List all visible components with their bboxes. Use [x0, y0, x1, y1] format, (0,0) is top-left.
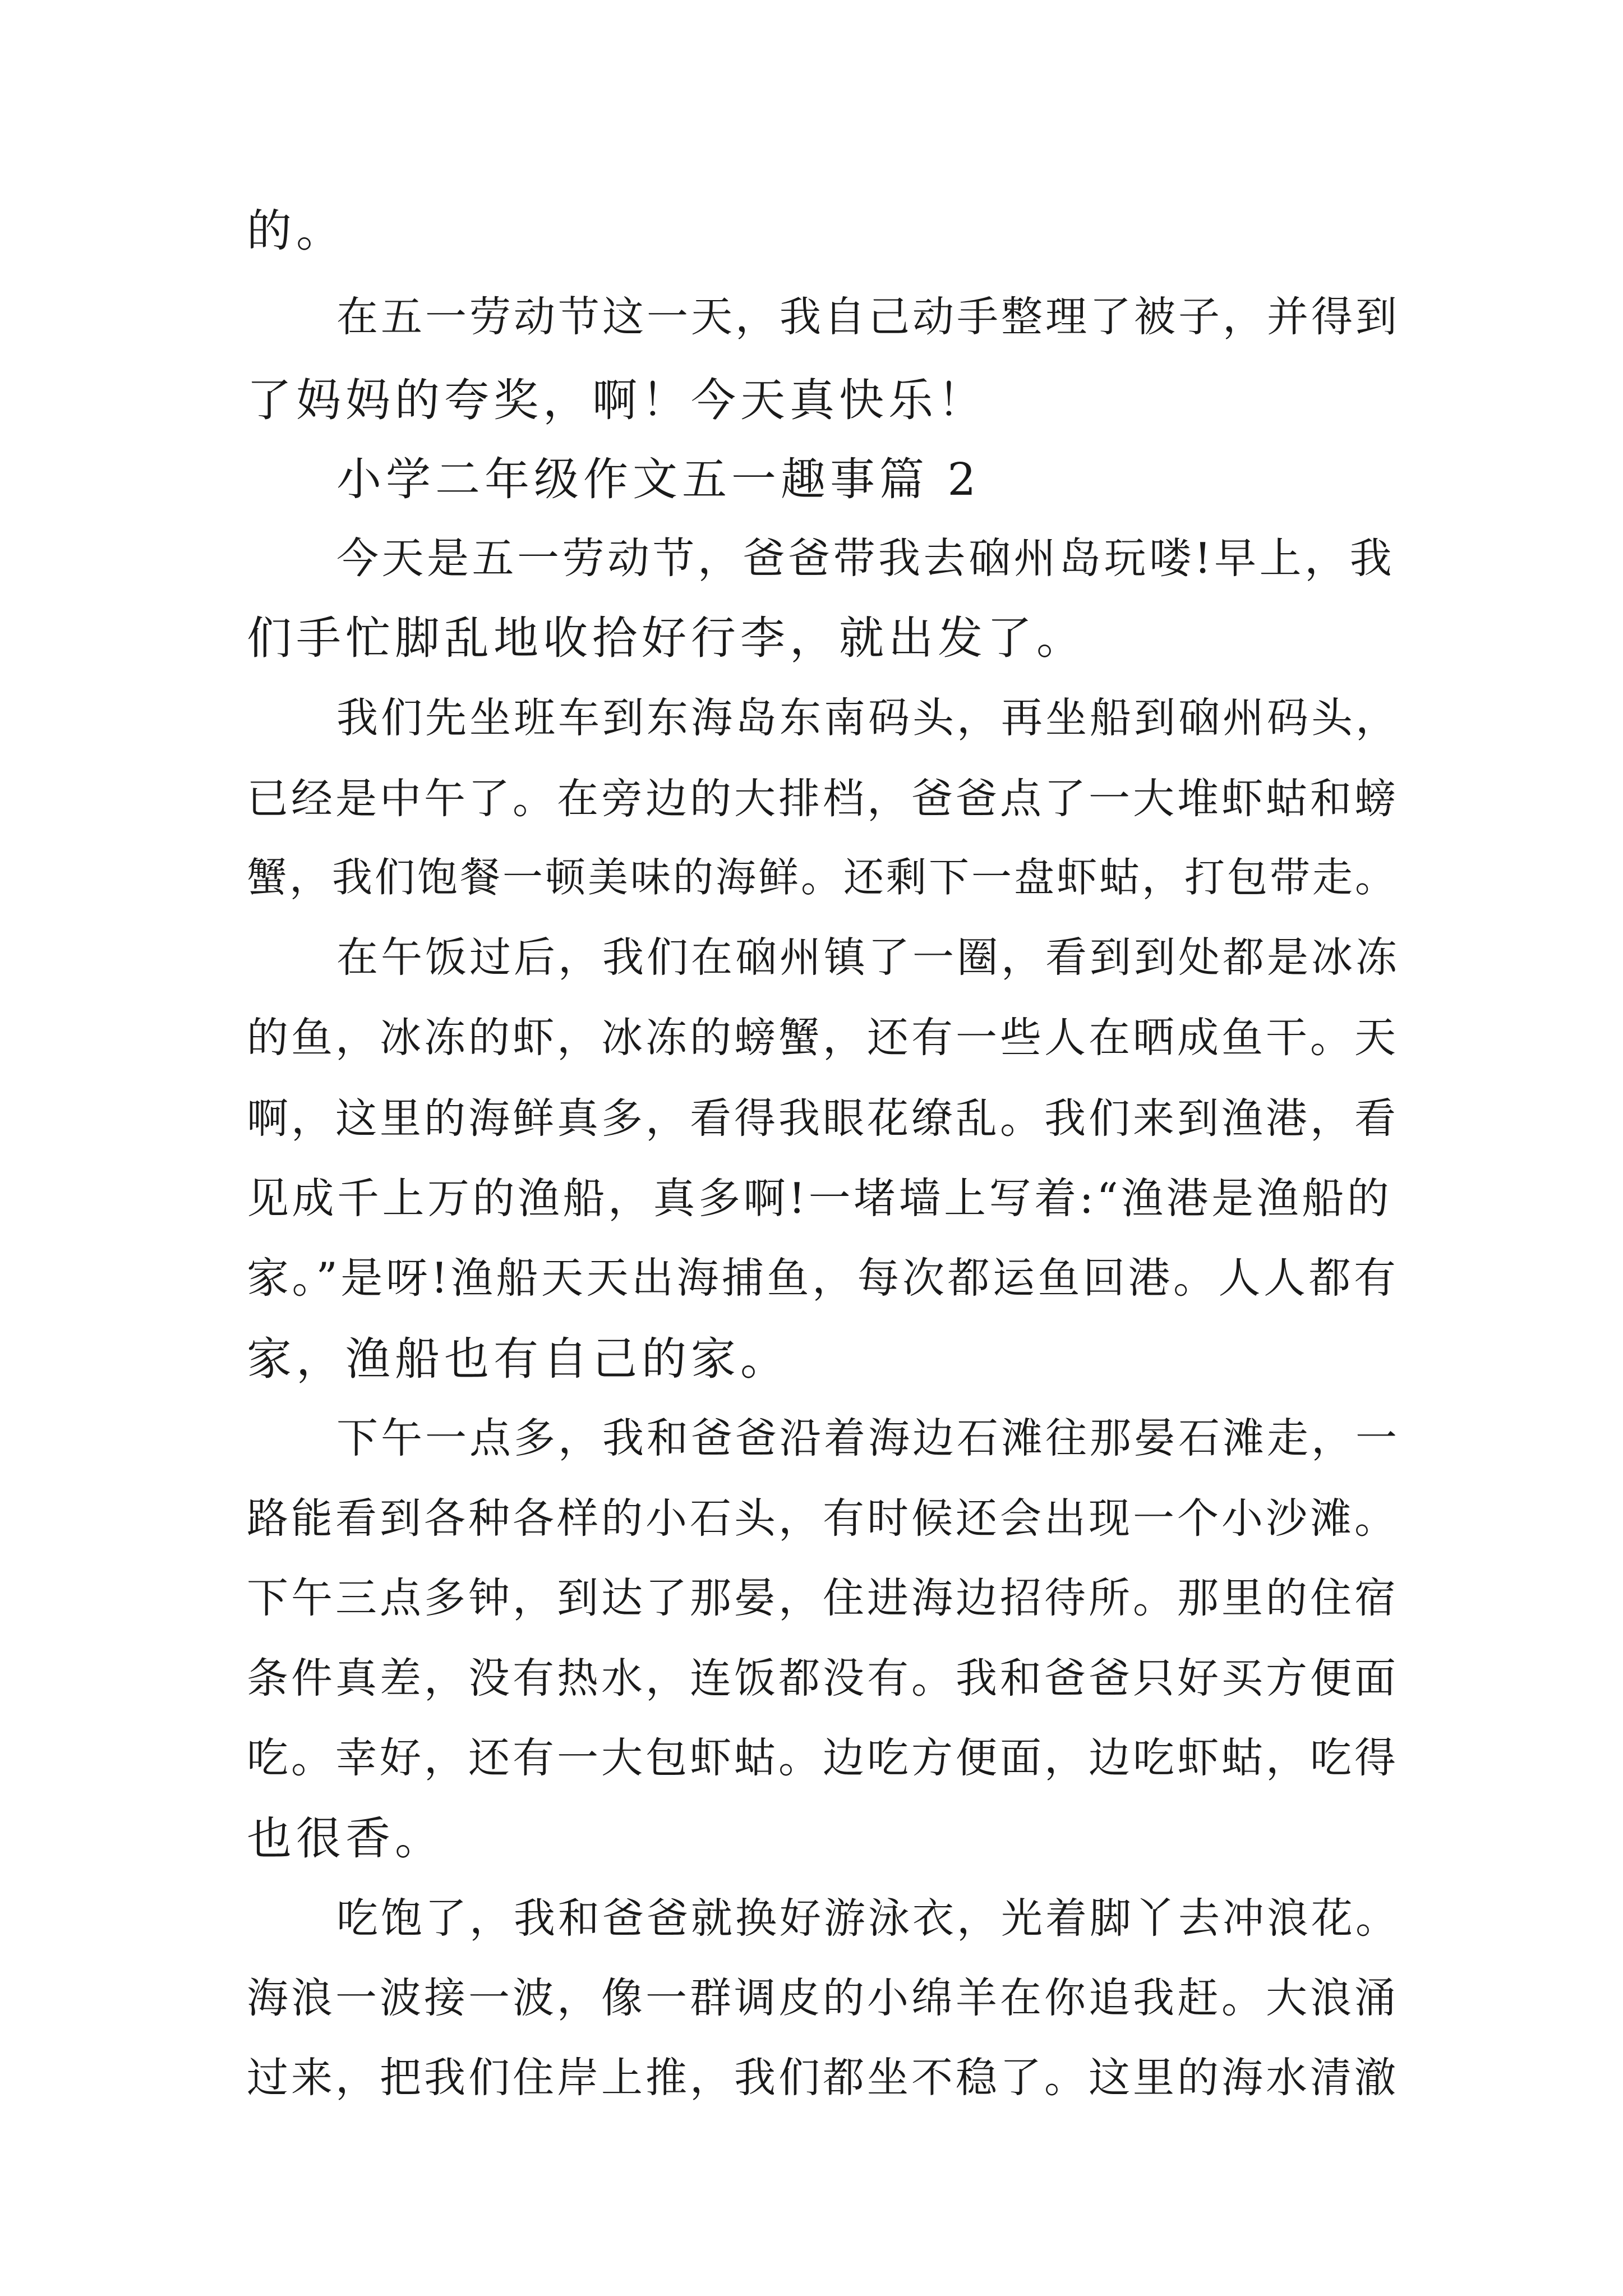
text-line: 在午饭过后，我们在硇州镇了一圈，看到到处都是冰冻 — [336, 933, 1400, 982]
text-line: 下午一点多，我和爸爸沿着海边石滩往那晏石滩走，一 — [336, 1414, 1400, 1462]
text-line: 家，渔船也有自己的家。 — [247, 1333, 790, 1385]
text-line: 海浪一波接一波，像一群调皮的小绵羊在你追我赶。大浪涌 — [247, 1974, 1399, 2022]
text-line: 下午三点多钟，到达了那晏，住进海边招待所。那里的住宿 — [247, 1574, 1399, 1622]
section-heading: 小学二年级作文五一趣事篇 2 — [336, 453, 981, 505]
text-line: 吃饱了，我和爸爸就换好游泳衣，光着脚丫去冲浪花。 — [336, 1894, 1400, 1943]
text-line: 也很香。 — [247, 1812, 444, 1865]
text-line: 们手忙脚乱地收拾好行李，就出发了。 — [247, 612, 1086, 664]
text-line: 了妈妈的夸奖，啊！今天真快乐！ — [247, 374, 987, 426]
text-line: 路能看到各种各样的小石头，有时候还会出现一个小沙滩。 — [247, 1494, 1399, 1543]
text-line: 蟹，我们饱餐一顿美味的海鲜。还剩下一盘虾蛄，打包带走。 — [247, 854, 1398, 901]
text-line: 已经是中午了。在旁边的大排档，爸爸点了一大堆虾蛄和螃 — [247, 775, 1399, 823]
text-line: 吃。幸好，还有一大包虾蛄。边吃方便面，边吃虾蛄，吃得 — [247, 1734, 1399, 1782]
text-line: 条件真差，没有热水，连饭都没有。我和爸爸只好买方便面 — [247, 1654, 1399, 1703]
text-line: 见成千上万的渔船，真多啊!一堵墙上写着:“渔港是渔船的 — [247, 1174, 1393, 1223]
text-line: 家。”是呀!渔船天天出海捕鱼，每次都运鱼回港。人人都有 — [247, 1253, 1399, 1303]
text-line: 今天是五一劳动节，爸爸带我去硇州岛玩喽!早上，我 — [336, 533, 1395, 583]
text-line: 的鱼，冰冻的虾，冰冻的螃蟹，还有一些人在晒成鱼干。天 — [247, 1014, 1399, 1062]
text-line: 我们先坐班车到东海岛东南码头，再坐船到硇州码头， — [336, 694, 1400, 742]
text-line: 在五一劳动节这一天，我自己动手整理了被子，并得到 — [336, 293, 1400, 341]
text-line: 过来，把我们住岸上推，我们都坐不稳了。这里的海水清澈 — [247, 2054, 1399, 2102]
text-line: 的。 — [247, 205, 345, 257]
text-line: 啊，这里的海鲜真多，看得我眼花缭乱。我们来到渔港，看 — [247, 1094, 1399, 1143]
